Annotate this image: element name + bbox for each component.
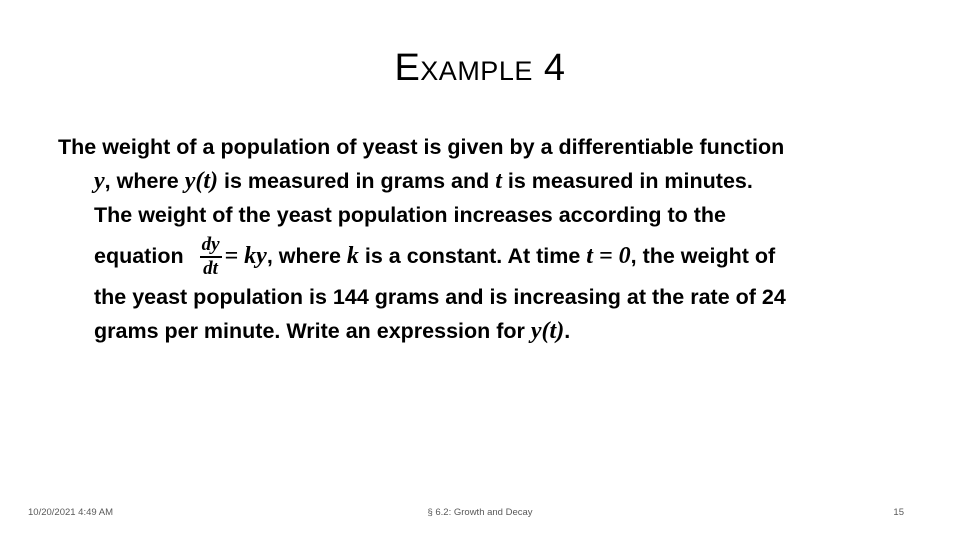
math-y-of-t: y(t) bbox=[530, 318, 565, 344]
problem-text: the yeast population is 144 grams and is increasing at the rate of 24 bbox=[94, 285, 786, 309]
problem-line-1 bbox=[58, 130, 918, 164]
math-equals-ky: = ky bbox=[224, 243, 267, 269]
problem-text: The weight of the yeast population increases according to the bbox=[94, 203, 726, 227]
math-k: k bbox=[346, 243, 359, 269]
math-y-of-t: y(t) bbox=[184, 168, 219, 194]
problem-text: grams per minute. Write an expression for bbox=[94, 319, 531, 343]
footer-section-title: § 6.2: Growth and Decay bbox=[427, 507, 533, 518]
problem-text: , the weight of bbox=[630, 244, 776, 268]
math-t-equals-0: t = 0 bbox=[586, 243, 631, 269]
problem-line-3 bbox=[58, 198, 918, 232]
fraction-numerator: dy bbox=[200, 235, 222, 258]
problem-line-6 bbox=[58, 314, 918, 348]
problem-text: . bbox=[564, 319, 571, 343]
problem-text: The weight of a population of yeast is given by a differentiable function bbox=[58, 135, 785, 159]
problem-line-5 bbox=[58, 280, 918, 314]
fraction-denominator: dt bbox=[203, 258, 218, 280]
derivative-fraction bbox=[200, 235, 222, 279]
problem-text: is measured in minutes. bbox=[501, 169, 753, 193]
problem-line-2 bbox=[58, 164, 918, 198]
problem-text: is measured in grams and bbox=[218, 169, 496, 193]
math-y: y bbox=[94, 168, 105, 194]
problem-text: , where bbox=[266, 244, 347, 268]
math-t: t bbox=[495, 168, 502, 194]
problem-statement bbox=[58, 130, 918, 348]
slide-title: Example 4 bbox=[394, 47, 566, 89]
footer-date: 10/20/2021 4:49 AM bbox=[28, 507, 114, 518]
problem-line-4 bbox=[58, 232, 918, 280]
problem-text: is a constant. At time bbox=[358, 244, 587, 268]
problem-text: , where bbox=[104, 169, 185, 193]
slide-number: 15 bbox=[893, 507, 904, 518]
problem-text: equation bbox=[94, 244, 190, 268]
